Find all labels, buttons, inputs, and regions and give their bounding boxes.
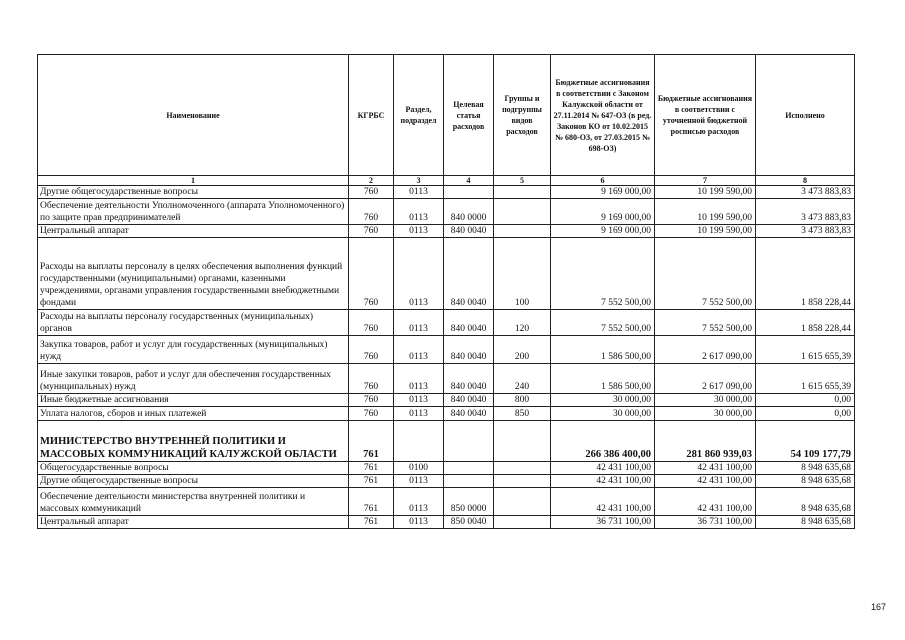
table-header bbox=[38, 55, 855, 176]
table-row bbox=[38, 336, 855, 364]
row-kgrbs: 760 bbox=[349, 186, 394, 199]
row-executed: 8 948 635,68 bbox=[756, 475, 855, 488]
row-group: 850 bbox=[494, 407, 551, 421]
row-article: 840 0040 bbox=[444, 310, 494, 336]
table-row bbox=[38, 462, 855, 475]
table-row bbox=[38, 238, 855, 310]
row-group bbox=[494, 186, 551, 199]
row-name: Общегосударственные вопросы bbox=[38, 462, 349, 475]
budget-report-sheet bbox=[37, 54, 855, 529]
row-article bbox=[444, 421, 494, 462]
row-name: Другие общегосударственные вопросы bbox=[38, 475, 349, 488]
row-section: 0113 bbox=[394, 310, 444, 336]
col-header-budget-law: Бюджетные ассигнования в соответствии с Законом Калужской области от 27.11.2014 № 647-ОЗ (в ред. Законов КО от 10.02.2015 № 680-ОЗ, от 27.03.2015 № 698-ОЗ) bbox=[551, 55, 655, 176]
row-article: 850 0000 bbox=[444, 488, 494, 516]
row-name: Расходы на выплаты персоналу государственных (муниципальных) органов bbox=[38, 310, 349, 336]
row-group: 200 bbox=[494, 336, 551, 364]
row-name: Обеспечение деятельности Уполномоченного (аппарата Уполномоченного) по защите прав предпринимателей bbox=[38, 199, 349, 225]
row-kgrbs: 760 bbox=[349, 364, 394, 394]
row-name: МИНИСТЕРСТВО ВНУТРЕННЕЙ ПОЛИТИКИ И МАССОВЫХ КОММУНИКАЦИЙ КАЛУЖСКОЙ ОБЛАСТИ bbox=[38, 421, 349, 462]
row-section: 0113 bbox=[394, 394, 444, 407]
row-budget-refined: 10 199 590,00 bbox=[655, 199, 756, 225]
row-budget-refined: 36 731 100,00 bbox=[655, 516, 756, 529]
row-name: Закупка товаров, работ и услуг для государственных (муниципальных) нужд bbox=[38, 336, 349, 364]
row-kgrbs: 760 bbox=[349, 336, 394, 364]
row-section: 0113 bbox=[394, 225, 444, 238]
row-article bbox=[444, 186, 494, 199]
page-number: 167 bbox=[871, 602, 887, 612]
row-name: Другие общегосударственные вопросы bbox=[38, 186, 349, 199]
table-row bbox=[38, 488, 855, 516]
row-section: 0113 bbox=[394, 407, 444, 421]
row-kgrbs: 760 bbox=[349, 407, 394, 421]
budget-table bbox=[37, 54, 855, 529]
row-article: 840 0040 bbox=[444, 238, 494, 310]
row-article bbox=[444, 462, 494, 475]
col-header-expense-groups: Группы и подгруппы видов расходов bbox=[494, 55, 551, 176]
table-row bbox=[38, 394, 855, 407]
col-header-section: Раздел, подраздел bbox=[394, 55, 444, 176]
column-number: 8 bbox=[756, 176, 855, 186]
row-budget-law: 42 431 100,00 bbox=[551, 488, 655, 516]
col-header-name: Наименование bbox=[38, 55, 349, 176]
column-number: 6 bbox=[551, 176, 655, 186]
row-executed: 8 948 635,68 bbox=[756, 462, 855, 475]
row-section: 0113 bbox=[394, 336, 444, 364]
row-budget-law: 30 000,00 bbox=[551, 407, 655, 421]
row-section: 0113 bbox=[394, 186, 444, 199]
table-row bbox=[38, 199, 855, 225]
row-name: Обеспечение деятельности министерства внутренней политики и массовых коммуникаций bbox=[38, 488, 349, 516]
row-section: 0100 bbox=[394, 462, 444, 475]
row-name: Расходы на выплаты персоналу в целях обеспечения выполнения функций государственными (муниципальными) органами, казенными учреждениями, органами управления государственными внебюджетными фондами bbox=[38, 238, 349, 310]
row-executed: 1 615 655,39 bbox=[756, 364, 855, 394]
row-article: 840 0040 bbox=[444, 394, 494, 407]
row-group bbox=[494, 421, 551, 462]
table-row bbox=[38, 186, 855, 199]
row-budget-law: 1 586 500,00 bbox=[551, 336, 655, 364]
row-budget-law: 9 169 000,00 bbox=[551, 186, 655, 199]
row-section: 0113 bbox=[394, 475, 444, 488]
row-budget-law: 30 000,00 bbox=[551, 394, 655, 407]
row-name: Центральный аппарат bbox=[38, 516, 349, 529]
row-budget-law: 266 386 400,00 bbox=[551, 421, 655, 462]
row-name: Уплата налогов, сборов и иных платежей bbox=[38, 407, 349, 421]
row-name: Иные бюджетные ассигнования bbox=[38, 394, 349, 407]
row-executed: 8 948 635,68 bbox=[756, 488, 855, 516]
row-section: 0113 bbox=[394, 199, 444, 225]
row-article: 840 0040 bbox=[444, 225, 494, 238]
col-header-kgrbs: КГРБС bbox=[349, 55, 394, 176]
row-name: Центральный аппарат bbox=[38, 225, 349, 238]
col-header-executed: Исполнено bbox=[756, 55, 855, 176]
row-group bbox=[494, 225, 551, 238]
row-executed: 1 615 655,39 bbox=[756, 336, 855, 364]
row-section bbox=[394, 421, 444, 462]
row-executed: 3 473 883,83 bbox=[756, 225, 855, 238]
row-kgrbs: 760 bbox=[349, 238, 394, 310]
row-budget-law: 36 731 100,00 bbox=[551, 516, 655, 529]
row-group: 800 bbox=[494, 394, 551, 407]
row-budget-refined: 2 617 090,00 bbox=[655, 336, 756, 364]
col-header-target-article: Целевая статья расходов bbox=[444, 55, 494, 176]
row-budget-refined: 42 431 100,00 bbox=[655, 475, 756, 488]
col-header-budget-refined: Бюджетные ассигнования в соответствии с уточненной бюджетной росписью расходов bbox=[655, 55, 756, 176]
column-number-row bbox=[38, 176, 855, 186]
row-kgrbs: 761 bbox=[349, 488, 394, 516]
row-name: Иные закупки товаров, работ и услуг для обеспечения государственных (муниципальных) нужд bbox=[38, 364, 349, 394]
row-kgrbs: 760 bbox=[349, 225, 394, 238]
table-row bbox=[38, 225, 855, 238]
row-group: 100 bbox=[494, 238, 551, 310]
row-executed: 3 473 883,83 bbox=[756, 199, 855, 225]
row-kgrbs: 761 bbox=[349, 462, 394, 475]
row-kgrbs: 761 bbox=[349, 421, 394, 462]
row-executed: 1 858 228,44 bbox=[756, 238, 855, 310]
column-number: 4 bbox=[444, 176, 494, 186]
row-group bbox=[494, 488, 551, 516]
row-group: 120 bbox=[494, 310, 551, 336]
table-row bbox=[38, 310, 855, 336]
row-budget-refined: 30 000,00 bbox=[655, 407, 756, 421]
row-budget-refined: 2 617 090,00 bbox=[655, 364, 756, 394]
row-budget-refined: 7 552 500,00 bbox=[655, 310, 756, 336]
row-executed: 0,00 bbox=[756, 394, 855, 407]
column-number: 1 bbox=[38, 176, 349, 186]
row-kgrbs: 760 bbox=[349, 199, 394, 225]
row-group bbox=[494, 475, 551, 488]
row-article bbox=[444, 475, 494, 488]
row-executed: 3 473 883,83 bbox=[756, 186, 855, 199]
row-group bbox=[494, 199, 551, 225]
row-budget-refined: 7 552 500,00 bbox=[655, 238, 756, 310]
row-budget-law: 42 431 100,00 bbox=[551, 475, 655, 488]
row-budget-refined: 281 860 939,03 bbox=[655, 421, 756, 462]
row-executed: 1 858 228,44 bbox=[756, 310, 855, 336]
table-row bbox=[38, 407, 855, 421]
table-row-ministry bbox=[38, 421, 855, 462]
row-article: 840 0000 bbox=[444, 199, 494, 225]
row-section: 0113 bbox=[394, 238, 444, 310]
row-executed: 8 948 635,68 bbox=[756, 516, 855, 529]
table-row bbox=[38, 516, 855, 529]
row-section: 0113 bbox=[394, 488, 444, 516]
row-kgrbs: 761 bbox=[349, 516, 394, 529]
row-section: 0113 bbox=[394, 364, 444, 394]
row-budget-law: 7 552 500,00 bbox=[551, 238, 655, 310]
row-section: 0113 bbox=[394, 516, 444, 529]
row-kgrbs: 760 bbox=[349, 310, 394, 336]
row-budget-refined: 10 199 590,00 bbox=[655, 186, 756, 199]
row-group: 240 bbox=[494, 364, 551, 394]
row-budget-law: 9 169 000,00 bbox=[551, 199, 655, 225]
row-kgrbs: 761 bbox=[349, 475, 394, 488]
row-budget-refined: 30 000,00 bbox=[655, 394, 756, 407]
row-article: 850 0040 bbox=[444, 516, 494, 529]
table-row bbox=[38, 364, 855, 394]
column-number: 7 bbox=[655, 176, 756, 186]
column-number: 5 bbox=[494, 176, 551, 186]
row-article: 840 0040 bbox=[444, 407, 494, 421]
row-kgrbs: 760 bbox=[349, 394, 394, 407]
row-executed: 0,00 bbox=[756, 407, 855, 421]
row-article: 840 0040 bbox=[444, 364, 494, 394]
row-budget-law: 42 431 100,00 bbox=[551, 462, 655, 475]
row-budget-law: 9 169 000,00 bbox=[551, 225, 655, 238]
row-budget-law: 1 586 500,00 bbox=[551, 364, 655, 394]
row-budget-refined: 42 431 100,00 bbox=[655, 462, 756, 475]
row-executed: 54 109 177,79 bbox=[756, 421, 855, 462]
table-row bbox=[38, 475, 855, 488]
column-number: 3 bbox=[394, 176, 444, 186]
row-budget-refined: 42 431 100,00 bbox=[655, 488, 756, 516]
row-budget-refined: 10 199 590,00 bbox=[655, 225, 756, 238]
column-number: 2 bbox=[349, 176, 394, 186]
row-group bbox=[494, 516, 551, 529]
row-group bbox=[494, 462, 551, 475]
row-article: 840 0040 bbox=[444, 336, 494, 364]
row-budget-law: 7 552 500,00 bbox=[551, 310, 655, 336]
